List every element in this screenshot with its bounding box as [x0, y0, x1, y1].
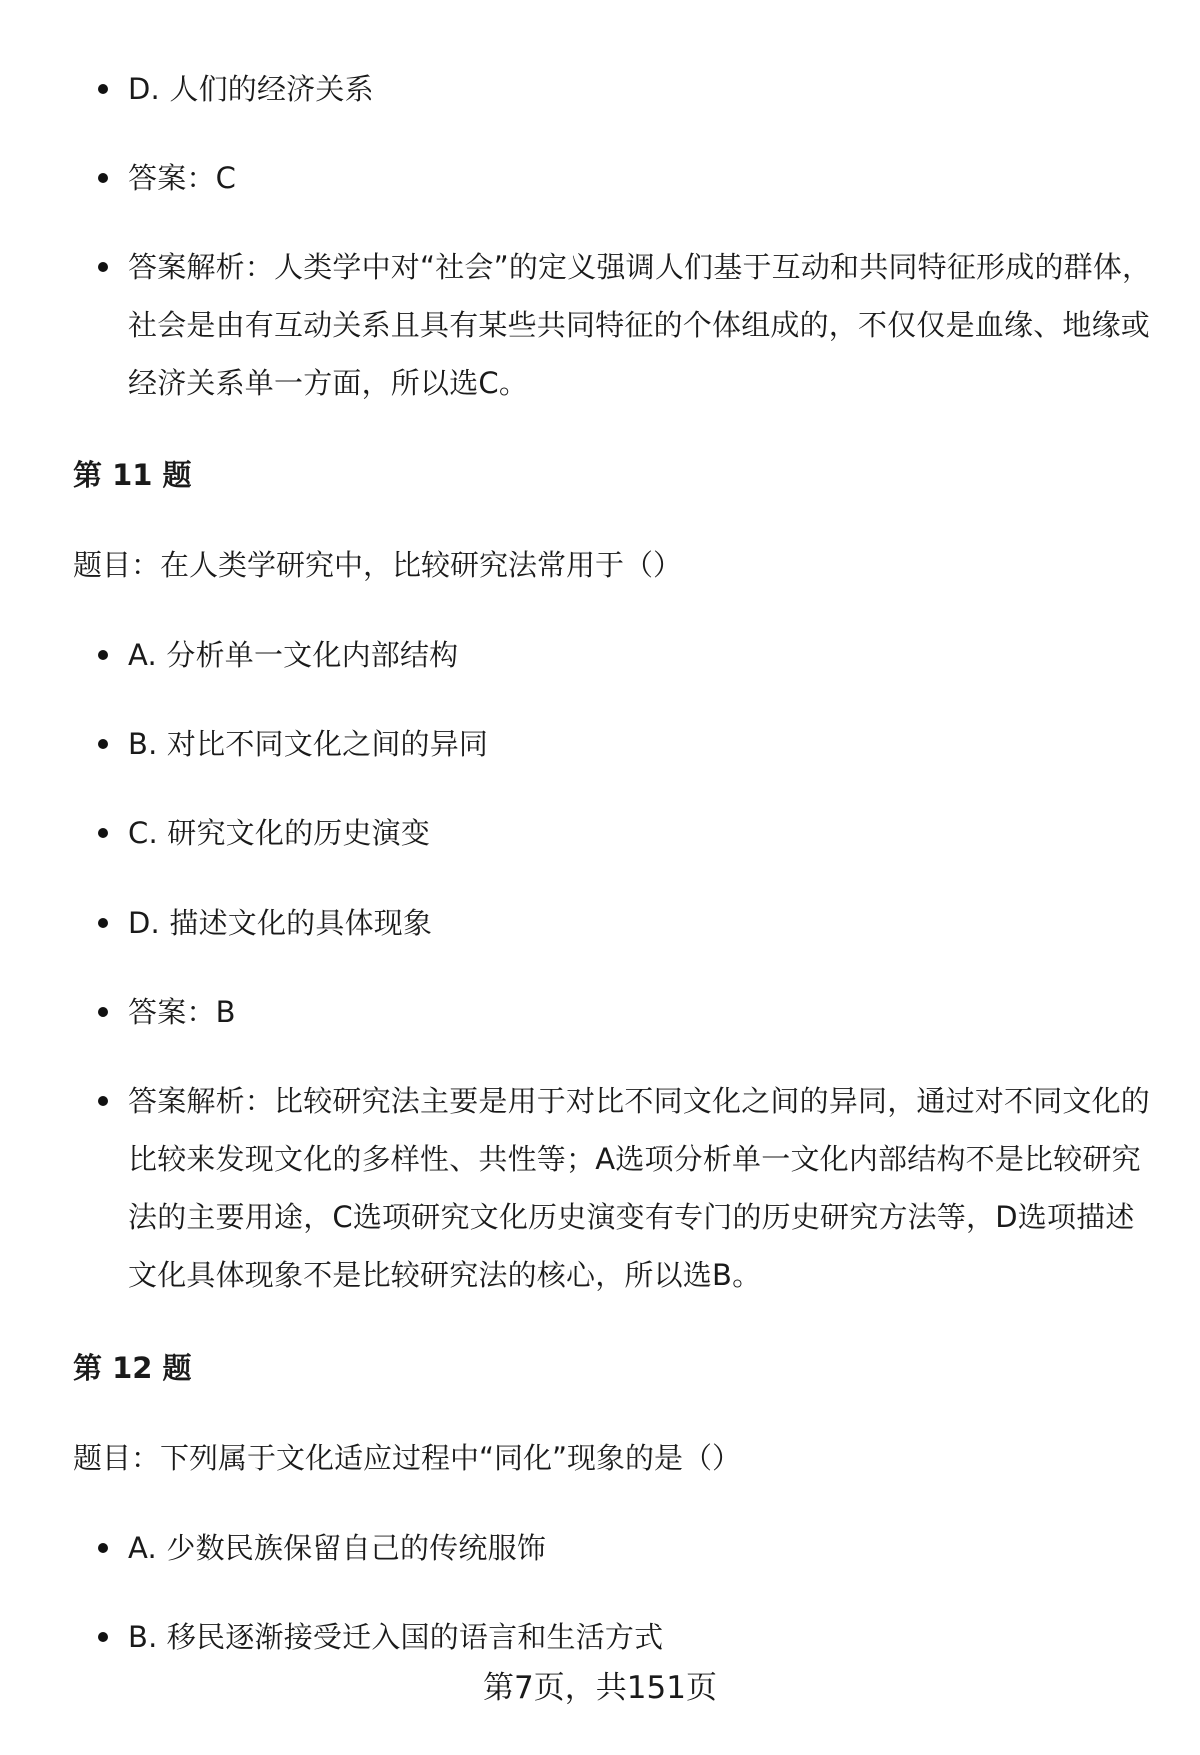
bullet-marker: [98, 1007, 108, 1017]
bullet-marker: [98, 739, 108, 749]
option-d: D. 人们的经济关系: [128, 72, 374, 106]
option-c: C. 研究文化的历史演变: [128, 816, 431, 850]
question-stem: 题目：在人类学研究中，比较研究法常用于（）: [73, 548, 683, 582]
answer-line: 答案：B: [128, 995, 236, 1029]
answer-line: 答案：C: [128, 161, 237, 195]
bullet-marker: [98, 84, 108, 94]
bullet-marker: [98, 1096, 108, 1106]
question-heading: 第 12 题: [73, 1351, 192, 1385]
page-number: 第7页，共151页: [483, 1670, 717, 1706]
bullet-marker: [98, 918, 108, 928]
bullet-marker: [98, 1543, 108, 1553]
bullet-marker: [98, 262, 108, 272]
option-b: B. 对比不同文化之间的异同: [128, 727, 489, 761]
bullet-marker: [98, 828, 108, 838]
option-b: B. 移民逐渐接受迁入国的语言和生活方式: [128, 1620, 664, 1654]
answer-explanation: 答案解析：比较研究法主要是用于对比不同文化之间的异同，通过对不同文化的比较来发现文化的多样性、共性等；A选项分析单一文化内部结构不是比较研究法的主要用途，C选项研究文化历史演变有专门的历史研究方法等，D选项描述文化具体现象不是比较研究法的核心，所以选B。: [128, 1084, 1151, 1292]
bullet-marker: [98, 650, 108, 660]
answer-explanation: 答案解析：人类学中对“社会”的定义强调人们基于互动和共同特征形成的群体，社会是由有互动关系且具有某些共同特征的个体组成的，不仅仅是血缘、地缘或经济关系单一方面，所以选C。: [128, 250, 1152, 400]
option-a: A. 分析单一文化内部结构: [128, 638, 459, 672]
question-heading: 第 11 题: [73, 458, 192, 492]
option-d: D. 描述文化的具体现象: [128, 906, 433, 940]
option-a: A. 少数民族保留自己的传统服饰: [128, 1531, 546, 1565]
question-stem: 题目：下列属于文化适应过程中“同化”现象的是（）: [73, 1441, 742, 1475]
bullet-marker: [98, 173, 108, 183]
bullet-marker: [98, 1632, 108, 1642]
